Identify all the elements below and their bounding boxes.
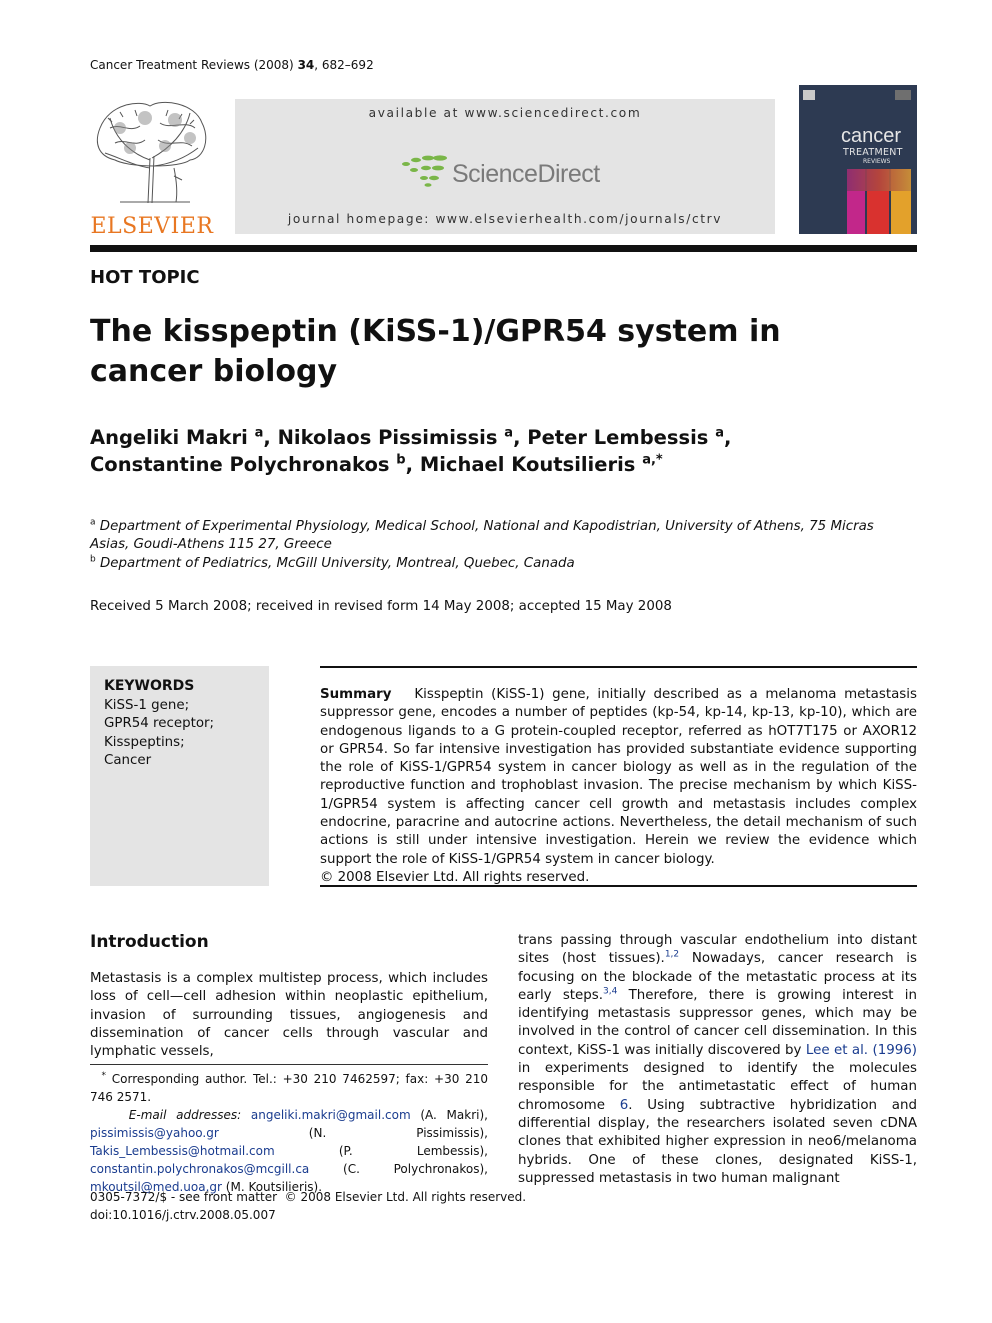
keyword-item: Kisspeptins; xyxy=(104,734,185,750)
author-line-1 xyxy=(90,424,917,451)
summary-text: Kisspeptin (KiSS-1) gene, initially described as a melanoma metastasis suppressor gene, encodes a number of peptides (kp-54, kp-14, kp-13, kp-10), which are endogenous ligands to a G protein-coupled receptor, referred as hOT7T175 or AXOR12 or GPR54. So far intensive investigation has provided substantiate evidence supporting the role of KiSS-1/GPR54 system in cancer biology as well as in the regulation of the reproductive function and trophoblast invasion. The precise mechanism by which KiSS-1/GPR54 system is affecting cancer cell growth and metastasis includes complex endocrine, paracrine and autocrine actions. Nevertheless, the detail mechanism of such actions is still under intensive investigation. Herein we review the evidence which support the role of KiSS-1/GPR54 system in cancer biology. xyxy=(320,687,917,867)
cover-title-line3: REVIEWS xyxy=(863,158,891,165)
summary-copyright: © 2008 Elsevier Ltd. All rights reserved. xyxy=(320,869,590,885)
article-title-line-2: cancer biology xyxy=(90,354,338,389)
journal-homepage-text: journal homepage: www.elsevierhealth.com/journals/ctrv xyxy=(287,212,723,226)
affiliation-text: Department of Pediatrics, McGill University, Montreal, Quebec, Canada xyxy=(99,555,575,571)
author-name: Michael Koutsilieris xyxy=(419,453,636,476)
sciencedirect-leaf-icon xyxy=(400,152,452,188)
journal-cover xyxy=(799,85,917,234)
keyword-item: KiSS-1 gene; xyxy=(104,698,190,713)
summary-top-rule xyxy=(320,666,917,668)
email-link[interactable]: constantin.polychronakos@mcgill.ca xyxy=(90,1162,310,1176)
journal-pages: , 682–692 xyxy=(314,58,374,72)
footnote-rule xyxy=(90,1064,488,1065)
right-text-5: . Using subtractive hybridization and differential display, the researchers isolated seven cDNA clones that exhibited higher expression in neo6/melanoma hybrids. One of these clones, designated KiSS-1, suppressed metastasis in two human malignant xyxy=(518,1097,917,1186)
email-link[interactable]: mkoutsil@med.uoa.gr xyxy=(90,1180,222,1194)
author-name: Peter Lembessis xyxy=(527,426,709,449)
author-separator: , xyxy=(513,426,521,449)
issn-line xyxy=(90,1188,526,1206)
affiliation-a xyxy=(90,518,917,555)
author-separator: , xyxy=(405,453,414,476)
introduction-heading: Introduction xyxy=(90,932,209,952)
right-text-3: Therefore, there is growing interest in identifying metastasis suppressor genes, which may be involved in the control of cancer cell dissemination. In this context, KiSS-1 was initially discovered by xyxy=(518,987,917,1058)
email-owner: (M. Koutsilieris). xyxy=(225,1180,323,1194)
right-text-2: Nowadays, cancer research is focusing on the blockade of the metastatic process at its early steps. xyxy=(518,951,917,1003)
front-matter xyxy=(90,1188,526,1224)
author-affil-mark: b xyxy=(396,452,406,468)
elsevier-wordmark: ELSEVIER xyxy=(90,214,214,239)
keywords-box xyxy=(90,666,269,886)
author-affil-mark: a xyxy=(254,425,264,441)
author-separator: , xyxy=(724,426,732,449)
right-column-paragraph xyxy=(518,932,917,1188)
front-copyright: © 2008 Elsevier Ltd. All rights reserved. xyxy=(284,1190,527,1204)
section-label: HOT TOPIC xyxy=(90,267,200,288)
author-name: Constantine Polychronakos xyxy=(90,453,390,476)
introduction-paragraph: Metastasis is a complex multistep process, which includes loss of cell—cell adhesion within neoplastic epithelium, invasion of surrounding tissues, angiogenesis and dissemination of cancer cells through vascular and lymphatic vessels, xyxy=(90,971,488,1060)
summary-block xyxy=(320,686,917,887)
sciencedirect-banner xyxy=(235,99,775,234)
author-affil-mark: a xyxy=(715,425,724,441)
corresponding-text: Corresponding author. Tel.: +30 210 7462597; fax: +30 210 746 2571. xyxy=(90,1072,488,1104)
article-title-line-1: The kisspeptin (KiSS-1)/GPR54 system in xyxy=(90,314,781,349)
summary-label: Summary xyxy=(320,687,392,702)
footnote-star: * xyxy=(101,1071,106,1081)
right-text-1: trans passing through vascular endothelium into distant sites (host tissues). xyxy=(518,933,917,967)
author-name: Angeliki Makri xyxy=(90,426,248,449)
author-line-2 xyxy=(90,451,917,478)
journal-volume: 34 xyxy=(297,58,315,72)
keywords-list xyxy=(104,697,214,770)
author-affil-mark: a,* xyxy=(642,452,663,468)
citation-link[interactable]: Lee et al. (1996) xyxy=(805,1042,917,1058)
affiliations xyxy=(90,518,917,573)
received-dates: Received 5 March 2008; received in revised form 14 May 2008; accepted 15 May 2008 xyxy=(90,599,672,614)
affiliation-b xyxy=(90,555,917,573)
elsevier-logo xyxy=(90,98,214,239)
footnote xyxy=(90,1070,488,1196)
cover-title-line2: TREATMENT xyxy=(843,147,903,158)
cover-title-line1: cancer xyxy=(841,125,902,147)
issn-text: 0305-7372/$ - see front matter xyxy=(90,1190,278,1204)
corresponding-author-note xyxy=(90,1070,488,1106)
affiliation-text: Department of Experimental Physiology, Medical School, National and Kapodistrian, University of Athens, 75 Micras Asias, Goudi-Athens 115 27, Greece xyxy=(90,519,874,553)
reference-link[interactable]: 1,2 xyxy=(664,949,680,960)
author-affil-mark: a xyxy=(504,425,514,441)
cover-strip-image xyxy=(847,169,911,191)
affiliation-label: a xyxy=(90,517,96,528)
right-text-4: in experiments designed to identify the molecules responsible for the antimetastatic effect of human chromosome xyxy=(518,1061,917,1113)
email-link[interactable]: angeliki.makri@gmail.com xyxy=(250,1108,411,1122)
email-owner: (N. Pissimissis), xyxy=(308,1126,488,1140)
email-owner: (A. Makri), xyxy=(420,1108,488,1122)
email-owner: (C. Polychronakos), xyxy=(343,1162,488,1176)
email-addresses xyxy=(90,1106,488,1196)
email-label: E-mail addresses: xyxy=(128,1108,242,1122)
available-at-text: available at www.sciencedirect.com xyxy=(368,106,642,120)
affiliation-label: b xyxy=(90,554,96,565)
email-link[interactable]: Takis_Lembessis@hotmail.com xyxy=(90,1144,275,1158)
email-link[interactable]: pissimissis@yahoo.gr xyxy=(90,1126,219,1140)
author-name: Nikolaos Pissimissis xyxy=(277,426,498,449)
keyword-item: Cancer xyxy=(104,752,152,768)
keywords-heading: KEYWORDS xyxy=(104,678,195,694)
keyword-item: GPR54 receptor; xyxy=(104,716,215,732)
chromosome-link[interactable]: 6 xyxy=(619,1097,629,1113)
cover-corner-badge xyxy=(895,90,911,100)
doi-line: doi:10.1016/j.ctrv.2008.05.007 xyxy=(90,1208,276,1222)
elsevier-tree-icon xyxy=(90,98,214,208)
journal-name: Cancer Treatment Reviews (2008) xyxy=(90,58,294,72)
journal-reference xyxy=(90,56,374,74)
email-owner: (P. Lembessis), xyxy=(338,1144,488,1158)
header-rule xyxy=(90,245,917,252)
sciencedirect-logo xyxy=(400,152,620,192)
article-title xyxy=(90,312,917,392)
summary-bottom-rule xyxy=(320,885,917,887)
cover-corner-logo xyxy=(803,90,815,100)
reference-link[interactable]: 3,4 xyxy=(603,986,618,997)
sciencedirect-wordmark: ScienceDirect xyxy=(452,160,600,188)
author-list xyxy=(90,424,917,478)
author-separator: , xyxy=(263,426,271,449)
